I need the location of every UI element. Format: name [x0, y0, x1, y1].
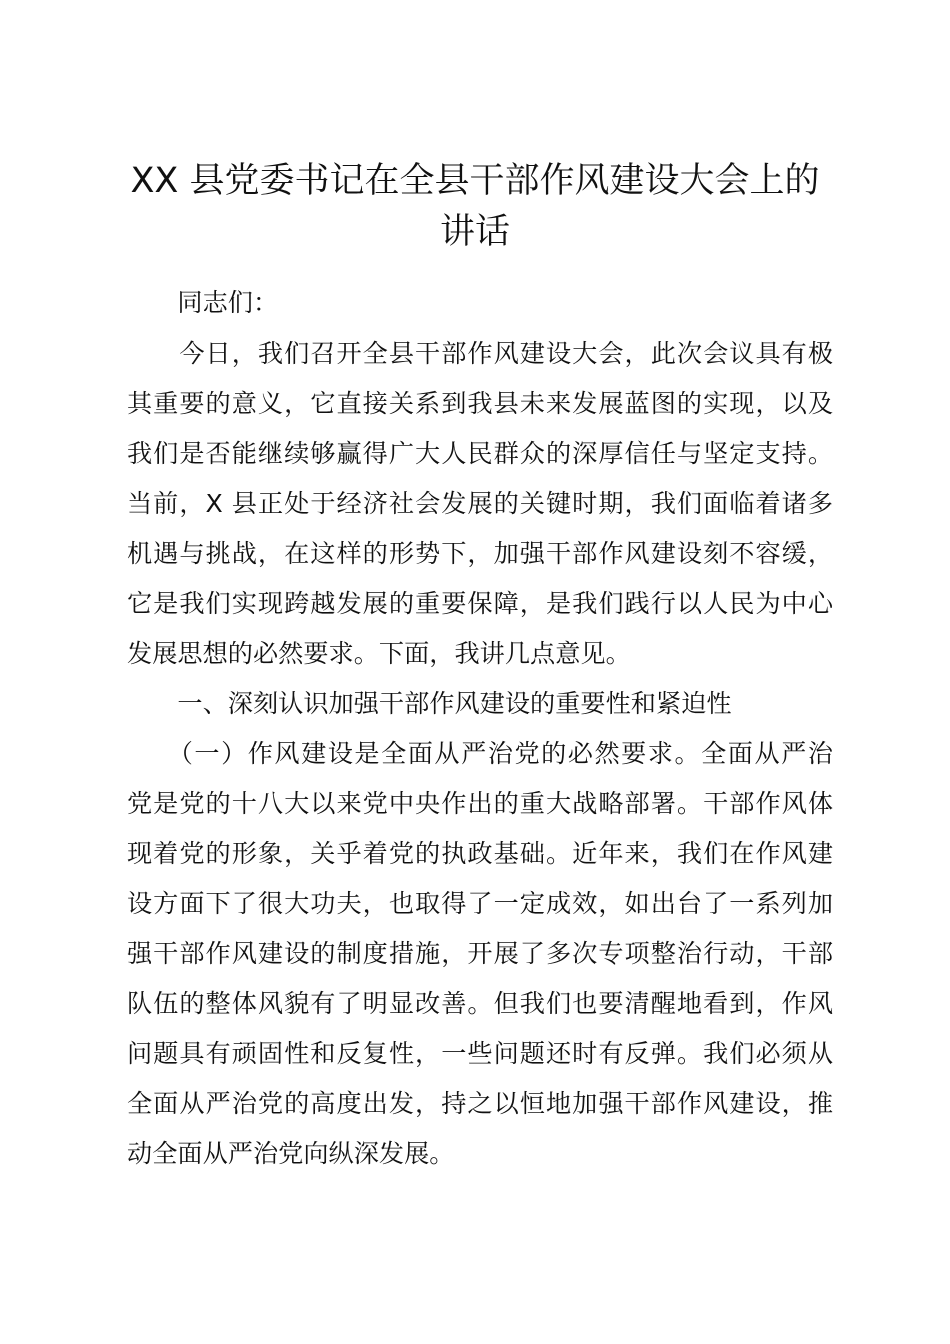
body-line: 其重要的意义，它直接关系到我县未来发展蓝图的实现，以及	[127, 389, 833, 418]
body-line: 设方面下了很大功夫，也取得了一定成效，如出台了一系列加	[127, 889, 833, 918]
body-line: 当前，X 县正处于经济社会发展的关键时期，我们面临着诸多	[127, 489, 833, 518]
body-line: 党是党的十八大以来党中央作出的重大战略部署。干部作风体	[127, 789, 833, 818]
body-line: （一）作风建设是全面从严治党的必然要求。全面从严治	[127, 739, 833, 768]
document-title-line-2: 讲话	[439, 212, 510, 252]
body-line: 发展思想的必然要求。下面，我讲几点意见。	[127, 639, 631, 668]
body-line: 队伍的整体风貌有了明显改善。但我们也要清醒地看到，作风	[127, 989, 833, 1018]
document-title-line-1: XX 县党委书记在全县干部作风建设大会上的	[130, 161, 820, 201]
body-line: 今日，我们召开全县干部作风建设大会，此次会议具有极	[127, 339, 833, 368]
body-line: 强干部作风建设的制度措施，开展了多次专项整治行动，干部	[127, 939, 833, 968]
body-line: 问题具有顽固性和反复性，一些问题还时有反弹。我们必须从	[127, 1039, 833, 1068]
body-line: 机遇与挑战，在这样的形势下，加强干部作风建设刻不容缓，	[127, 539, 833, 568]
section-heading: 一、深刻认识加强干部作风建设的重要性和紧迫性	[127, 689, 732, 718]
body-line: 现着党的形象，关乎着党的执政基础。近年来，我们在作风建	[127, 839, 833, 868]
body-line: 我们是否能继续够赢得广大人民群众的深厚信任与坚定支持。	[127, 439, 833, 468]
body-line: 它是我们实现跨越发展的重要保障，是我们践行以人民为中心	[127, 589, 833, 618]
salutation: 同志们：	[127, 288, 279, 317]
body-line: 动全面从严治党向纵深发展。	[127, 1139, 455, 1168]
body-line: 全面从严治党的高度出发，持之以恒地加强干部作风建设，推	[127, 1089, 833, 1118]
